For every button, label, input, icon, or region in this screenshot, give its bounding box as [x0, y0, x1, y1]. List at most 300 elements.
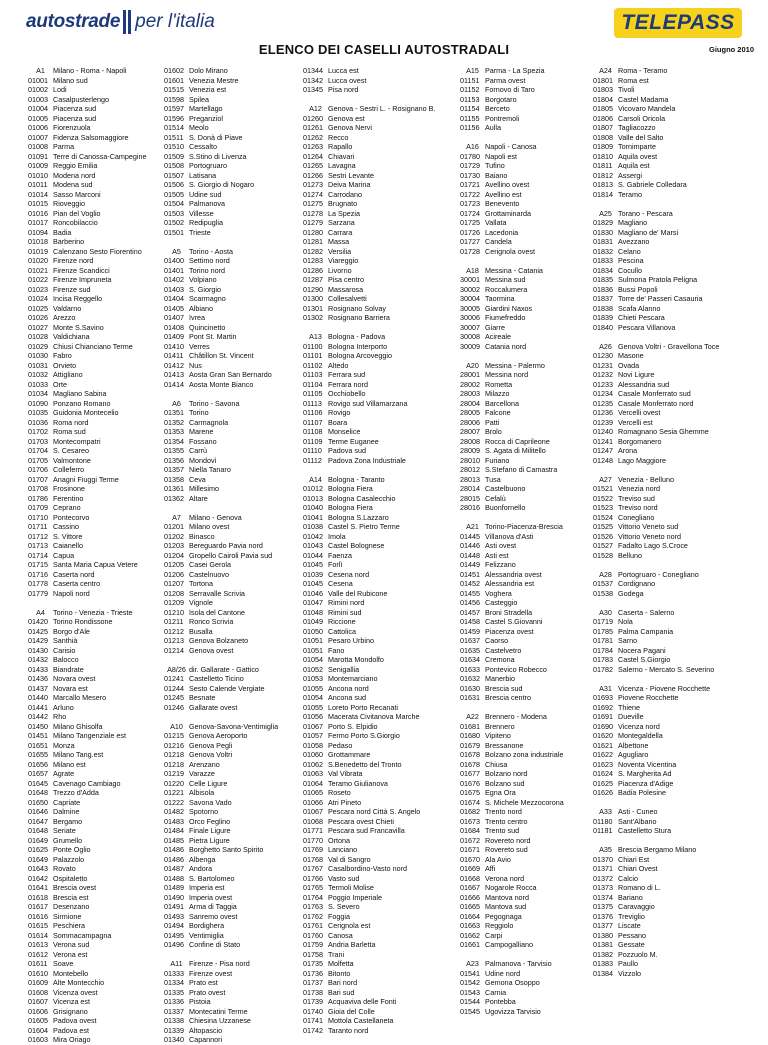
toll-entry [28, 703, 169, 713]
toll-entry [303, 418, 444, 428]
toll-code: 01611 [28, 959, 48, 968]
toll-name: Savona Vado [189, 797, 232, 807]
toll-name: Bologna Interporto [328, 341, 388, 351]
toll-entry [303, 437, 444, 447]
toll-name: Carpi [485, 930, 503, 940]
toll-entry [303, 855, 444, 865]
toll-name: Manerbio [485, 674, 515, 683]
toll-code: 01014 [28, 189, 48, 199]
toll-code: 01728 [460, 246, 480, 256]
toll-name: S. Giorgio [189, 284, 221, 294]
motorway-heading [593, 570, 734, 580]
toll-entry [28, 247, 169, 257]
toll-name: Vercelli ovest [618, 408, 661, 417]
toll-name: Bariano [618, 892, 643, 902]
toll-code: 01665 [460, 902, 480, 911]
toll-entry [28, 76, 169, 86]
toll-name: Reggio Emilia [53, 161, 98, 170]
toll-entry [593, 323, 734, 333]
toll-name: Montebello [53, 968, 89, 978]
motorway-heading [460, 712, 601, 722]
toll-name: Terre di Canossa-Campegine [53, 151, 147, 161]
toll-name: Pisa centro [328, 275, 364, 284]
toll-name: Pedaso [328, 740, 353, 750]
toll-name: Montegaldella [618, 731, 663, 740]
toll-entry [303, 703, 444, 713]
toll-code: 01402 [164, 275, 184, 284]
toll-name: Castelvetro [485, 645, 522, 655]
toll-code: 01262 [303, 132, 323, 142]
toll-code: 01016 [28, 208, 48, 218]
toll-code: 01433 [28, 664, 48, 674]
toll-code: 01219 [164, 769, 184, 778]
toll-name: Genova ovest [189, 645, 234, 655]
toll-name: Marcallo Mesero [53, 693, 107, 702]
toll-code: 01650 [28, 797, 48, 807]
toll-code: 01504 [164, 199, 184, 208]
toll-name: Thiene [618, 702, 640, 712]
toll-code: 28004 [460, 398, 480, 408]
toll-name: Mantova nord [485, 892, 529, 902]
toll-code: 01758 [303, 949, 323, 959]
toll-code: 01065 [303, 788, 323, 797]
toll-name: Bergamo [53, 816, 83, 826]
toll-name: Pontevico Robecco [485, 664, 547, 674]
toll-entry [460, 180, 601, 190]
toll-entry [593, 959, 734, 969]
toll-code: 30001 [460, 275, 480, 284]
toll-name: Asti ovest [485, 541, 517, 550]
toll-entry [164, 589, 305, 599]
toll-code: 01682 [460, 807, 480, 816]
toll-name: Bolzano nord [485, 769, 528, 778]
toll-code: 01041 [303, 512, 323, 522]
toll-code: 01601 [164, 75, 184, 85]
toll-name: Redipuglia [189, 218, 223, 227]
toll-entry [164, 541, 305, 551]
toll-entry [460, 845, 601, 855]
toll-name: Sasso Marconi [53, 189, 101, 199]
toll-code: 01483 [164, 816, 184, 826]
toll-entry [28, 1007, 169, 1017]
toll-name: Caserta nord [53, 569, 95, 579]
list-spacer [303, 323, 444, 333]
toll-code: 01613 [28, 940, 48, 949]
toll-entry [303, 655, 444, 665]
toll-name: Monza [53, 740, 75, 750]
toll-code: 01335 [164, 987, 184, 997]
toll-name: Campogalliano [485, 940, 533, 949]
toll-code: 01765 [303, 883, 323, 892]
toll-code: 01429 [28, 636, 48, 645]
toll-code: 01044 [303, 550, 323, 560]
toll-name: Ponzano Romano [53, 398, 111, 408]
toll-name: Grisignano [53, 1006, 88, 1016]
toll-entry [460, 589, 601, 599]
toll-name: Viareggio [328, 256, 359, 265]
toll-entry [460, 484, 601, 494]
toll-name: Pescara sud Francavilla [328, 826, 405, 835]
toll-code: 01039 [303, 569, 323, 579]
toll-name: Milazzo [485, 389, 510, 398]
toll-code: 01646 [28, 807, 48, 816]
toll-code: 01620 [593, 731, 613, 740]
toll-name: Ancona sud [328, 693, 366, 702]
toll-name: Trento sud [485, 826, 520, 835]
toll-name: Sesto Calende Vergiate [189, 683, 265, 693]
toll-code: 01764 [303, 892, 323, 902]
toll-code: 01490 [164, 892, 184, 902]
toll-entry [28, 665, 169, 675]
toll-code: 01625 [593, 778, 613, 788]
toll-code: 01677 [460, 769, 480, 778]
toll-entry [164, 627, 305, 637]
toll-name: Bordighera [189, 921, 225, 930]
toll-entry [460, 123, 601, 133]
toll-code: 01437 [28, 683, 48, 693]
toll-name: Soave [53, 959, 74, 968]
toll-code: 01231 [593, 360, 613, 370]
toll-name: S. Giorgio di Nogaro [189, 180, 255, 189]
toll-code: 01708 [28, 484, 48, 493]
toll-code: 01487 [164, 864, 184, 873]
toll-code: 28002 [460, 379, 480, 389]
toll-entry [28, 503, 169, 513]
motorway-code: A25 [599, 208, 612, 218]
toll-code: 01202 [164, 531, 184, 541]
toll-entry [28, 807, 169, 817]
toll-name: Balocco [53, 655, 79, 664]
toll-entry [28, 190, 169, 200]
toll-entry [28, 731, 169, 741]
toll-code: 01355 [164, 446, 184, 455]
toll-entry [460, 693, 601, 703]
toll-name: Ala Avio [485, 854, 511, 864]
toll-code: 01510 [164, 142, 184, 151]
toll-entry [460, 532, 601, 542]
toll-code: 01351 [164, 408, 184, 417]
toll-name: Vicenza nord [618, 721, 660, 731]
toll-entry [460, 798, 601, 808]
toll-entry [460, 427, 601, 437]
motorway-code: A1 [36, 66, 45, 75]
toll-name: Monte S.Savino [53, 322, 104, 332]
toll-name: Torino [189, 408, 209, 417]
toll-code: 01045 [303, 579, 323, 588]
toll-entry [28, 332, 169, 342]
toll-entry [460, 608, 601, 618]
toll-entry [593, 171, 734, 181]
toll-code: 01301 [303, 303, 323, 313]
toll-code: 01372 [593, 873, 613, 883]
toll-entry [303, 66, 444, 76]
toll-entry [303, 864, 444, 874]
page-title: ELENCO DEI CASELLI AUTOSTRADALI [258, 42, 510, 57]
toll-entry [460, 456, 601, 466]
toll-name: Cesena [328, 579, 353, 588]
toll-code: 01830 [593, 227, 613, 237]
toll-code: 01214 [164, 645, 184, 655]
toll-entry [164, 902, 305, 912]
toll-entry [28, 465, 169, 475]
toll-entry [28, 655, 169, 665]
toll-code: 01380 [593, 930, 613, 940]
toll-name: Imperia ovest [189, 892, 233, 902]
toll-code: 01735 [303, 959, 323, 968]
toll-code: 01373 [593, 883, 613, 892]
toll-entry [460, 389, 601, 399]
toll-name: Cocullo [618, 265, 642, 275]
toll-entry [164, 133, 305, 143]
toll-name: Trento nord [485, 807, 522, 816]
toll-name: Novi Ligure [618, 370, 655, 379]
toll-entry [303, 446, 444, 456]
toll-entry [164, 313, 305, 323]
toll-name: Gropello Cairoli Pavia sud [189, 550, 273, 560]
toll-entry [593, 256, 734, 266]
autostrade-logo-subtext: per l'italia [135, 11, 215, 32]
toll-code: 01403 [164, 284, 184, 294]
toll-name: Badia Polesine [618, 788, 666, 797]
toll-code: 01336 [164, 997, 184, 1006]
toll-entry [28, 180, 169, 190]
toll-code: 01768 [303, 854, 323, 864]
toll-entry [303, 560, 444, 570]
autostrade-logo-bars-icon [123, 10, 132, 34]
motorway-route: Caserta - Salerno [618, 607, 675, 617]
toll-entry [28, 266, 169, 276]
list-spacer [164, 655, 305, 665]
toll-entry [303, 209, 444, 219]
toll-name: Verona sud [53, 940, 90, 949]
toll-code: 01457 [460, 607, 480, 617]
toll-name: Chiesina Uzzanese [189, 1016, 251, 1025]
toll-name: Orte [53, 379, 67, 389]
toll-code: 28015 [460, 493, 480, 503]
toll-code: 30004 [460, 294, 480, 303]
toll-code: 01154 [460, 104, 480, 113]
toll-name: Ugovizza Tarvisio [485, 1006, 541, 1016]
toll-name: Genova Voltri [189, 750, 233, 759]
toll-name: Altopascio [189, 1025, 223, 1035]
toll-name: Pescara Villanova [618, 322, 676, 332]
toll-code: 01286 [303, 265, 323, 275]
toll-entry [303, 532, 444, 542]
toll-code: 01048 [303, 607, 323, 617]
toll-code: 01668 [460, 873, 480, 883]
toll-code: 01515 [164, 85, 184, 94]
toll-entry [164, 684, 305, 694]
list-spacer [303, 95, 444, 105]
toll-entry [593, 655, 734, 665]
list-spacer [164, 237, 305, 247]
toll-name: Noventa Vicentina [618, 759, 677, 769]
toll-entry [28, 161, 169, 171]
toll-name: Catania nord [485, 341, 527, 351]
toll-name: Biandrate [53, 664, 84, 674]
toll-entry [593, 190, 734, 200]
toll-code: 01412 [164, 360, 184, 370]
toll-name: Carnia [485, 987, 507, 997]
toll-name: Atri Pineto [328, 797, 362, 807]
toll-code: 01038 [303, 522, 323, 531]
toll-entry [303, 769, 444, 779]
toll-name: Furiano [485, 455, 510, 465]
toll-code: 01833 [593, 256, 613, 265]
toll-name: Volpiano [189, 275, 217, 284]
toll-code: 01715 [28, 560, 48, 569]
toll-code: 01626 [593, 788, 613, 797]
toll-name: Messina sud [485, 275, 526, 284]
toll-name: Pescina [618, 256, 644, 265]
toll-name: Vittorio Veneto nord [618, 531, 682, 541]
toll-name: Milano sud [53, 75, 88, 85]
toll-name: Arezzo [53, 313, 76, 322]
toll-code: 30009 [460, 341, 480, 351]
toll-name: Caorso [485, 636, 509, 645]
list-spacer [593, 798, 734, 808]
toll-name: Colleferro [53, 465, 85, 474]
toll-entry [593, 180, 734, 190]
toll-entry [460, 893, 601, 903]
toll-code: 01407 [164, 313, 184, 322]
toll-name: Trento centro [485, 816, 528, 826]
toll-code: 01057 [303, 731, 323, 740]
toll-code: 01213 [164, 636, 184, 645]
toll-entry [303, 912, 444, 922]
toll-entry [593, 361, 734, 371]
toll-code: 01832 [593, 246, 613, 256]
toll-entry [460, 275, 601, 285]
toll-code: 01102 [303, 360, 323, 370]
toll-entry [460, 1007, 601, 1017]
toll-name: Capannori [189, 1035, 223, 1044]
toll-code: 01740 [303, 1006, 323, 1016]
autostrade-logo [26, 10, 215, 34]
toll-entry [303, 513, 444, 523]
toll-code: 01670 [460, 854, 480, 864]
toll-entry [28, 418, 169, 428]
toll-code: 01524 [593, 512, 613, 522]
motorway-code: A24 [599, 66, 612, 75]
toll-entry [593, 931, 734, 941]
toll-code: 01505 [164, 189, 184, 199]
toll-code: 01766 [303, 873, 323, 883]
toll-name: Napoli est [485, 151, 517, 161]
toll-code: 01606 [28, 1006, 48, 1016]
toll-name: Torre de' Passeri Casauria [618, 294, 703, 303]
toll-list [28, 66, 758, 1044]
toll-entry [460, 218, 601, 228]
toll-code: 01210 [164, 607, 184, 617]
toll-name: Castel S. Pietro Terme [328, 522, 400, 531]
toll-name: Agrate [53, 769, 75, 778]
toll-name: Pozzuolo M. [618, 949, 658, 959]
toll-entry [303, 931, 444, 941]
toll-code: 01007 [28, 132, 48, 142]
list-column-5 [593, 66, 734, 978]
toll-code: 01631 [460, 693, 480, 702]
toll-code: 01507 [164, 170, 184, 180]
toll-entry [303, 541, 444, 551]
toll-entry [28, 589, 169, 599]
toll-entry [28, 959, 169, 969]
toll-code: 01212 [164, 626, 184, 636]
toll-entry [28, 779, 169, 789]
toll-code: 01679 [460, 740, 480, 750]
toll-entry [460, 323, 601, 333]
toll-name: Faenza [328, 550, 352, 560]
toll-name: Altare [189, 493, 208, 503]
toll-name: Piacenza d'Adige [618, 778, 674, 788]
toll-entry [593, 665, 734, 675]
toll-entry [28, 1016, 169, 1026]
toll-name: Vasto sud [328, 873, 360, 883]
toll-name: Fiumefreddo [485, 313, 526, 322]
toll-name: S.Benedetto del Tronto [328, 759, 402, 769]
toll-name: Marotta Mondolfo [328, 655, 384, 664]
toll-name: Sirmione [53, 911, 82, 921]
toll-name: Brescia ovest [53, 883, 97, 892]
toll-name: La Spezia [328, 208, 360, 218]
motorway-heading [303, 104, 444, 114]
toll-entry [28, 627, 169, 637]
toll-entry [164, 199, 305, 209]
toll-code: 01707 [28, 474, 48, 484]
toll-name: Chiusa [485, 759, 508, 769]
toll-entry [593, 285, 734, 295]
toll-name: Vallata [485, 218, 507, 227]
toll-name: Rovigo [328, 408, 351, 417]
toll-name: Liscate [618, 921, 641, 930]
toll-name: Santhià [53, 636, 78, 645]
toll-entry [164, 570, 305, 580]
toll-code: 01840 [593, 322, 613, 332]
toll-entry [164, 294, 305, 304]
toll-name: Verona nord [485, 873, 525, 883]
toll-code: 01615 [28, 921, 48, 930]
toll-name: Cordignano [618, 579, 656, 588]
motorway-heading [164, 722, 305, 732]
toll-entry [303, 380, 444, 390]
toll-name: Incisa Reggello [53, 294, 103, 303]
toll-name: Bolzano sud [485, 778, 525, 788]
toll-code: 01502 [164, 218, 184, 227]
toll-code: 28001 [460, 370, 480, 379]
toll-name: Bologna Fiera [328, 484, 373, 493]
motorway-route: Brescia Bergamo Milano [618, 845, 697, 854]
toll-entry [303, 114, 444, 124]
toll-name: Vicovaro Mandela [618, 104, 676, 113]
toll-name: Trani [328, 949, 345, 959]
toll-entry [593, 351, 734, 361]
toll-name: Pont St. Martin [189, 332, 237, 341]
motorway-code: A8/26 [167, 664, 186, 674]
toll-code: 01100 [303, 341, 323, 351]
toll-name: Venezia Mestre [189, 75, 239, 85]
toll-name: Lucca est [328, 66, 359, 75]
motorway-heading [593, 475, 734, 485]
toll-name: Novara est [53, 683, 88, 693]
toll-entry [303, 256, 444, 266]
toll-code: 01090 [28, 398, 48, 408]
motorway-code: A35 [599, 845, 612, 854]
toll-name: Castel Bolognese [328, 541, 385, 550]
toll-name: Messina nord [485, 370, 529, 379]
motorway-heading [164, 247, 305, 257]
toll-entry [303, 750, 444, 760]
toll-name: Piacenza sud [53, 104, 97, 113]
